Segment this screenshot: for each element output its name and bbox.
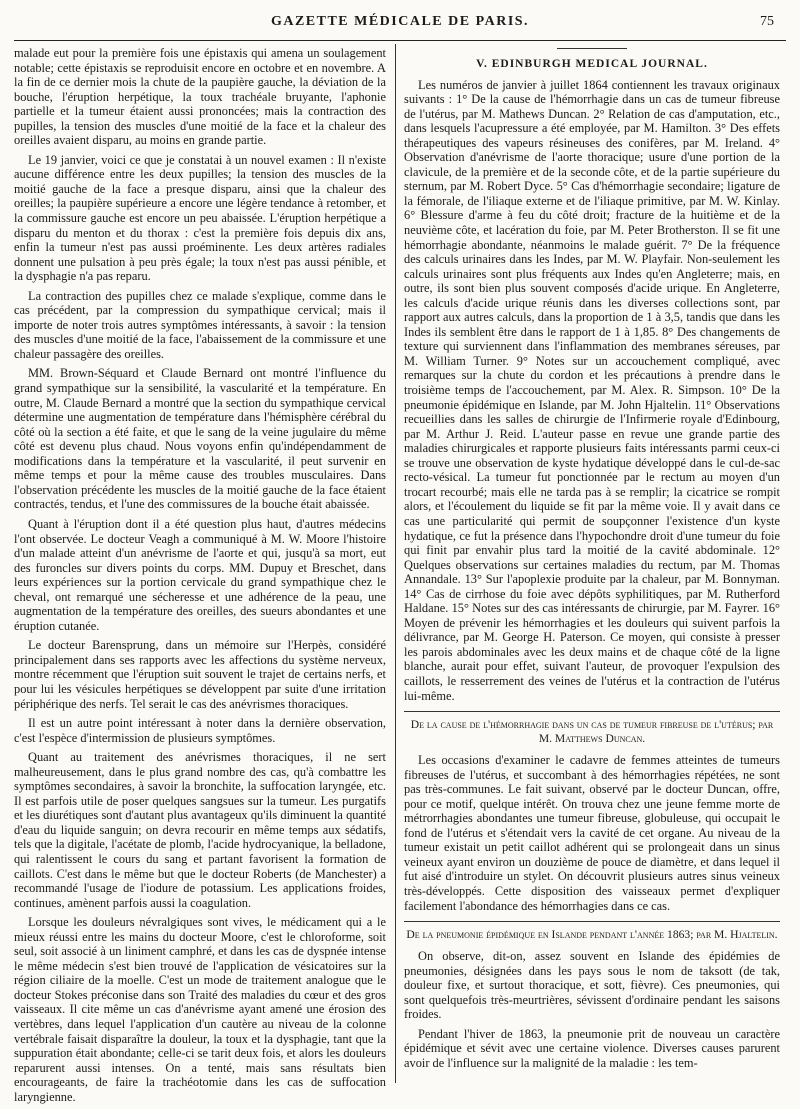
column-divider [395, 44, 396, 1083]
paragraph: On observe, dit-on, assez souvent en Islande des épidémies de pneumonies, désignées dans les pays sous le nom de taksott (de tak, douleur fixe, et surtout thoracique, et sott, fièvre). Ces pneumonies, qui sont quelquefois très-meurtrières, sévissent d'ordinaire pendant les saisons froides. [404, 949, 780, 1022]
page-header [14, 14, 786, 36]
section-rule [557, 48, 627, 49]
paragraph: La contraction des pupilles chez ce malade s'explique, comme dans le cas précédent, par la compression du sympathique cervical; mais il importe de noter trois autres symptômes intéressants, à savoir : la tension des muscles d'une moitié de la face, l'abaissement de la commissure et une chaleur passagère des oreilles. [14, 288, 386, 361]
paragraph: malade eut pour la première fois une épistaxis qui amena un soulagement notable; cette épistaxis se reproduisit encore en octobre et en novembre. A la fin de ce dernier mois la chute de la paupière gauche, la déviation de la bouche, l'éruption herpétique, la toux trachéale bruyante, l'aphonie partielle et la tumeur étaient aussi prononcées; mais la contraction des pupilles, la tension des muscles d'une moitié de la face et la chaleur des oreilles avaient disparu, au moins en grande partie. [14, 46, 386, 148]
article-title: De la pneumonie épidémique en Islande pendant l'année 1863; par M. Hjaltelin. [406, 928, 778, 942]
paragraph: Pendant l'hiver de 1863, la pneumonie prit de nouveau un caractère épidémique et sévit avec une certaine violence. Diverses causes parurent avoir de l'influence sur la malignité de la maladie : les tem- [404, 1026, 780, 1070]
right-column [404, 46, 780, 1083]
page-number: 75 [760, 14, 774, 29]
header-rule [14, 40, 786, 41]
paragraph: Le docteur Barensprung, dans un mémoire sur l'Herpès, considéré principalement dans ses rapports avec les affections du système nerveux, montre récemment que l'éruption suit souvent le trajet de certains nerfs, et pour lui les vésicules herpétiques se développent par suite d'une irritation périphérique des nerfs. Tel serait le cas des anévrismes thoraciques. [14, 638, 386, 711]
left-column [14, 46, 386, 1104]
paragraph: MM. Brown-Séquard et Claude Bernard ont montré l'influence du grand sympathique sur la sensibilité, la vascularité et la température. En outre, M. Claude Bernard a montré que la section du sympathique cervical détermine une augmentation de température dans l'hémisphère cérébral du côté où la section a été faite, et que le sang de la veine jugulaire du même côté est devenu plus chaud. Nous voyons enfin qu'indépendamment de modifications dans la température et la vascularité, il peut survenir en même temps et pour la même cause des troubles musculaires. Dans l'observation précédente les muscles de la moitié gauche de la face étaient contractés, tendus, et l'une des commissures de la bouche était abaissée. [14, 366, 386, 512]
paragraph: Quant à l'éruption dont il a été question plus haut, d'autres médecins l'ont observée. Le docteur Veagh a communiqué à M. W. Moore l'histoire d'un malade atteint d'un anévrisme de l'aorte et qui, jusqu'à sa mort, eut des furoncles sur divers points du corps. MM. Dupuy et Breschet, dans leurs expériences sur la portion cervicale du grand sympathique chez le cheval, ont remarqué une sécheresse et une adhérence de la peau, une augmentation de la température des oreilles, des sueurs abondantes et une éruption cutanée. [14, 516, 386, 633]
running-title: GAZETTE MÉDICALE DE PARIS. [270, 14, 530, 29]
paragraph: Le 19 janvier, voici ce que je constatai à un nouvel examen : Il n'existe aucune différence entre les deux pupilles; la tension des muscles de la moitié gauche de la face a presque disparu, ainsi que la chaleur des oreilles; la paupière supérieure a encore une légère tendance à retomber, et la commissure gauche est encore un peu abaissée. L'éruption herpétique a disparu du menton et du thorax : c'est la première fois depuis dix ans, enfin la tumeur n'est pas aussi proéminente. Les deux artères radiales donnent une pulsation à peu près égale; la toux n'est pas aussi pénible, et la dysphagie n'a pas reparu. [14, 152, 386, 284]
paragraph: Les occasions d'examiner le cadavre de femmes atteintes de tumeurs fibreuses de l'utérus, et succombant à des hémorrhagies répétées, ne sont pas très-communes. Le fait suivant, observé par le docteur Duncan, offre, pour ce motif, quelque intérêt. On trouva chez une jeune femme morte de métrorrhagies abondantes une tumeur fibreuse, globuleuse, qui occupait le fond de l'utérus et s'étendait vers la cavité de cet organe. Au niveau de la tumeur existait un petit caillot adhérent qui se prolongeait dans un sinus veineux ayant environ un douzième de pouce de diamètre, et dans lequel il fut aisé d'introduire un stylet. On découvrit plusieurs autres sinus veineux très-développés. Cette disposition des vaisseaux permet d'expliquer facilement l'abondance des hémorrhagies dans ce cas. [404, 753, 780, 913]
paragraph: Les numéros de janvier à juillet 1864 contiennent les travaux originaux suivants : 1° De la cause de l'hémorrhagie dans un cas de tumeur fibreuse de l'utérus, par M. Mathews Duncan. 2° Relation de cas d'amputation, etc., dans lesquels l'acupressure a été employée, par M. Hamilton. 3° Des effets thérapeutiques des vapeurs résineuses des conifères, par M. Ireland. 4° Observation d'anévrisme de l'aorte thoracique; usure d'une portion de la clavicule, de la première et de la seconde côte, et de la partie supérieure du sternum, par M. Robert Dyce. 5° Cas d'hémorrhagie secondaire; ligature de la fémorale, de l'iliaque externe et de l'iliaque primitive, par M. W. Kinlay. 6° Blessure d'arme à feu du côté droit; fracture de la huitième et de la neuvième côte, et lacération du foie, par M. Peter Brotherston. Il se fit une hémorrhagie abondante, néanmoins le malade guérit. 7° De la fréquence des calculs urinaires dans les Indes, par M. W. Playfair. Non-seulement les calculs urinaires sont plus fréquents aux Indes qu'en Angleterre; mais, en outre, ils sont bien plus souvent composés d'acide urique. En Angleterre, les calculs d'acide urique réunis dans les diverses collections sont, par rapport aux autres calculs, dans la proportion de 1 à 3,5, tandis que dans les Indes ils semblent être dans le rapport de 1 à 1,85. 8° Des changements de texture qui surviennent dans l'inflammation des membranes séreuses, par M. William Turner. 9° Notes sur un accouchement compliqué, avec remarques sur la chute du cordon et les précautions à prendre dans le troisième temps de l'accouchement, par M. Alex. R. Simpson. 10° De la pneumonie épidémique en Islande, par M. John Hjaltelin. 11° Observations recueillies dans les salles de chirurgie de l'Infirmerie royale d'Edinbourg, par M. Arthur J. Reid. L'auteur passe en revue une grande partie des maladies chirurgicales et rapporte plusieurs faits intéressants parmi ceux-ci se trouve une observation de kyste hydatique développé dans le cul-de-sac recto-vésical. La tumeur fut ponctionnée par le rectum au moyen d'un trocart recourbé; mais elle ne tarda pas à se remplir; la cicatrice se rompit alors, et l'écoulement du liquide se fit par la même voie. Il y avait dans ce cas une particularité qui permit de soupçonner l'existence d'un kyste hydatique, ce fut la présence dans l'hypochondre droit d'une tumeur du foie qui finit par envahir plus tard la moitié de la cavité abdominale. 12° Quelques observations sur certaines maladies du rectum, par M. Thomas Annandale. 13° Sur l'apoplexie produite par la chaleur, par M. Bonnyman. 14° Cas de cirrhose du foie avec dépôts syphilitiques, par M. Rutherford Haldane. 15° Notes sur des cas intéressants de chirurgie, par M. Fayrer. 16° Moyen de prévenir les hémorrhagies et les douleurs qui suivent parfois la délivrance, par M. George H. Paterson. Ce moyen, qui consiste à presser les parois abdominales avec les deux mains et de chaque côté de la ligne blanche, aurait pour effet, suivant l'auteur, de provoquer l'expulsion des caillots, le resserrement des veines de l'utérus et la contraction de l'utérus lui-même. [404, 77, 780, 703]
article-rule [404, 921, 780, 922]
paragraph: Il est un autre point intéressant à noter dans la dernière observation, c'est l'espèce d'intermission de plusieurs symptômes. [14, 716, 386, 745]
paragraph: Lorsque les douleurs névralgiques sont vives, le médicament qui a le mieux réussi entre les mains du docteur Moore, c'est le chloroforme, soit seul, soit associé à un liniment camphré, et dans les cas de dyspnée intense le même médecin s'est bien trouvé de l'application de vésicatoires sur la région ciliaire de la moelle. C'est un mode de traitement analogue que le docteur Stokes préconise dans son Traité des maladies du cœur et des gros vaisseaux. Il cite même un cas d'anévrisme ayant amené une érosion des vertèbres, dans lequel l'application d'un cautère au niveau de la colonne vertébrale faisait disparaître la douleur, la toux et la dysphagie, tant que la suppuration était abondante; celle-ci se tarit deux fois, et alors les douleurs reparurent aussi intenses. On a tenté, mais sans résultats bien encourageants, de faire la trachéotomie dans les cas de suffocation laryngienne. [14, 915, 386, 1104]
section-heading: V. EDINBURGH MEDICAL JOURNAL. [476, 58, 708, 70]
article-title: De la cause de l'hémorrhagie dans un cas de tumeur fibreuse de l'utérus; par M. Matthews Duncan. [410, 718, 774, 746]
paragraph: Quant au traitement des anévrismes thoraciques, il ne sert malheureusement, dans le plus grand nombre des cas, qu'à combattre les symptômes secondaires, à savoir la bronchite, la suffocation laryngée, etc. Il est parfois utile de poser quelques sangsues sur la tumeur. Les purgatifs et les diurétiques sont d'autant plus avantageux qu'ils diminuent la quantité d'eau du liquide sanguin; on devra recourir en même temps aux sédatifs, tels que la digitale, l'acétate de plomb, l'acide hydrocyanique, la belladone, qui ralentissent le cours du sang et partant favorisent la formation de caillots. C'est dans le même but que le docteur Roberts (de Manchester) a recommandé l'usage de l'iodure de potassium. Les applications froides, continues, amènent parfois aussi la coagulation. [14, 750, 386, 910]
article-rule [404, 711, 780, 712]
